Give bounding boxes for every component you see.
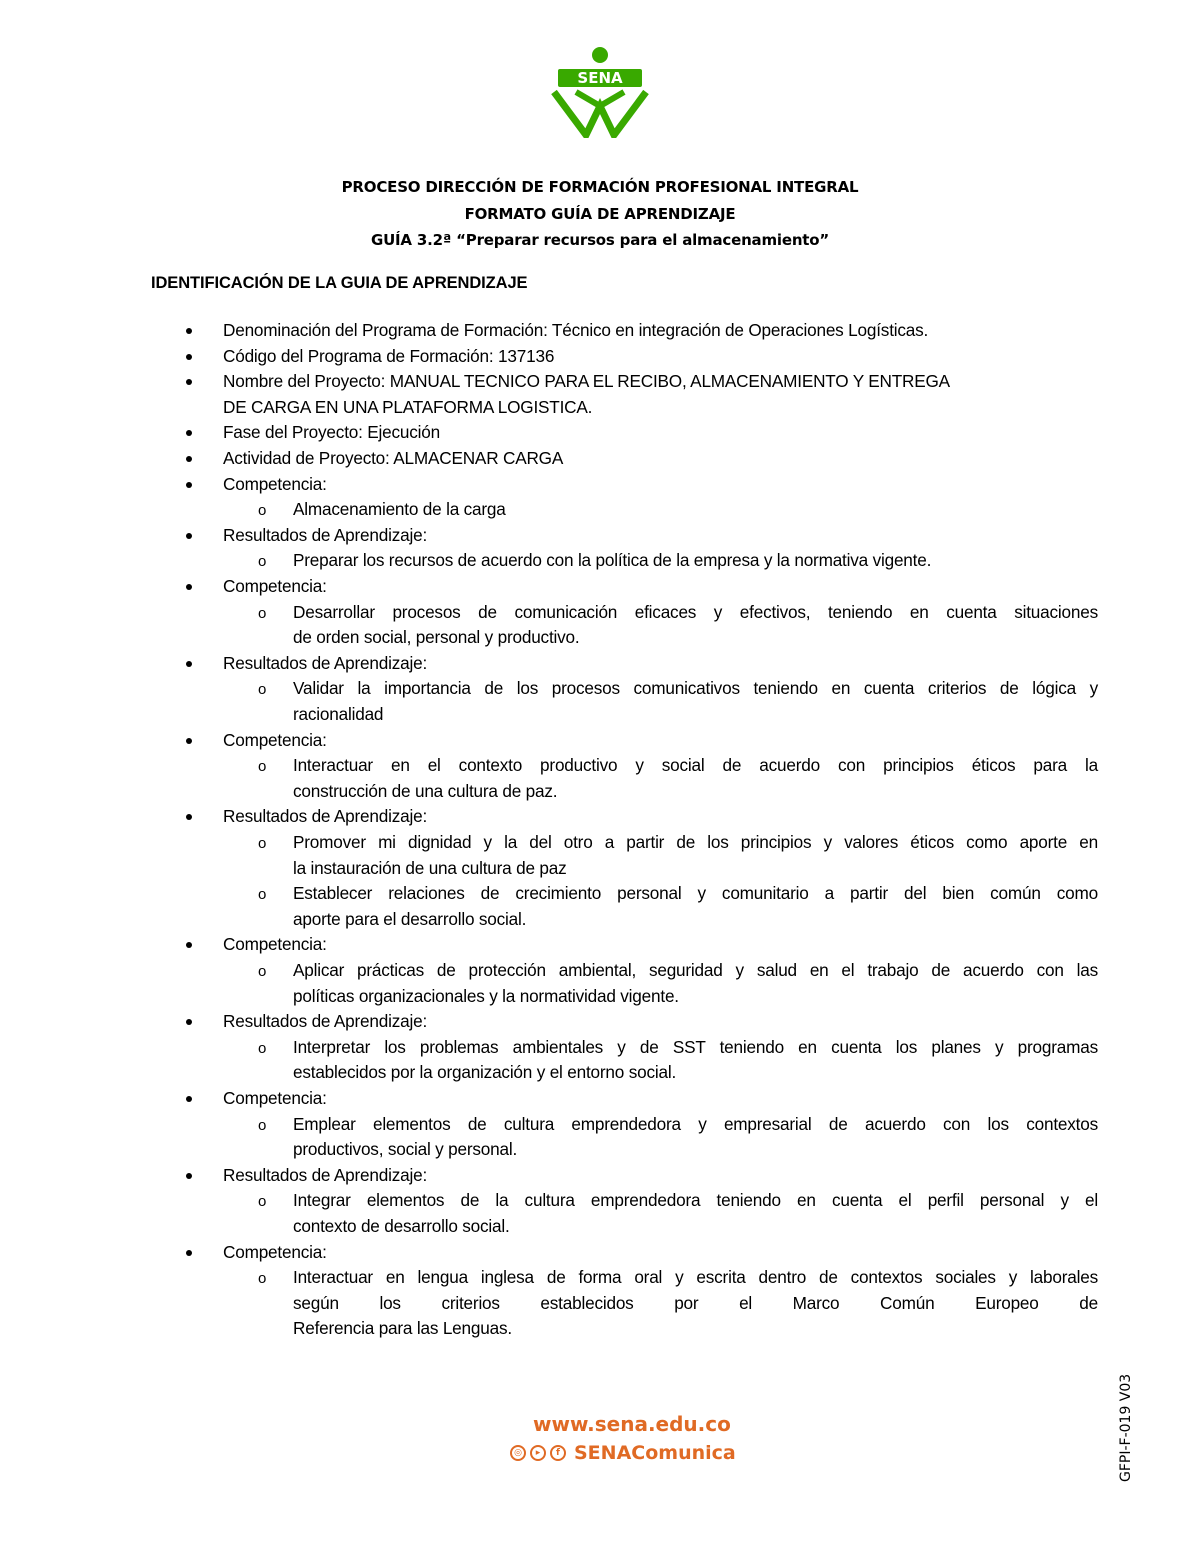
bullet-marker	[186, 584, 192, 590]
bullet-marker	[186, 942, 192, 948]
list-item: Competencia:	[223, 729, 327, 750]
instagram-icon[interactable]: ◎	[510, 1445, 526, 1461]
sub-list-item: Interpretar los problemas ambientales y de SST teniendo en cuenta los planes y programas	[293, 1036, 1098, 1057]
sub-list-item: Validar la importancia de los procesos comunicativos teniendo en cuenta criterios de lógica y	[293, 678, 1098, 699]
sub-bullet-marker: o	[258, 758, 267, 776]
list-item: Nombre del Proyecto: MANUAL TECNICO PARA EL RECIBO, ALMACENAMIENTO Y ENTREGA	[223, 371, 950, 392]
sub-bullet-marker: o	[258, 886, 267, 904]
sub-list-item: Interactuar en lengua inglesa de forma oral y escrita dentro de contextos sociales y laborales	[293, 1267, 1098, 1288]
sena-logo	[550, 46, 650, 138]
sub-list-item: racionalidad	[293, 704, 384, 724]
sub-bullet-marker: o	[258, 553, 267, 571]
sub-bullet-marker: o	[258, 835, 267, 852]
list-item: Competencia:	[223, 1088, 327, 1108]
sub-list-item: Integrar elementos de la cultura emprendedora teniendo en cuenta el perfil personal y el	[293, 1190, 1098, 1211]
sub-list-item: Almacenamiento de la carga	[293, 499, 506, 520]
process-heading: PROCESO DIRECCIÓN DE FORMACIÓN PROFESIONAL INTEGRAL	[341, 178, 859, 196]
bullet-marker	[186, 354, 192, 360]
sub-list-item: Preparar los recursos de acuerdo con la política de la empresa y la normativa vigente.	[293, 550, 932, 571]
sub-bullet-marker: o	[258, 963, 267, 980]
sub-list-item: contexto de desarrollo social.	[293, 1216, 510, 1236]
bullet-marker	[186, 814, 192, 820]
bullet-marker	[186, 661, 192, 667]
list-item: DE CARGA EN UNA PLATAFORMA LOGISTICA.	[223, 396, 593, 417]
format-heading: FORMATO GUÍA DE APRENDIZAJE	[464, 205, 736, 223]
guide-heading: GUÍA 3.2ª “Preparar recursos para el almacenamiento”	[370, 231, 830, 249]
sub-bullet-marker: o	[258, 681, 267, 699]
list-item: Código del Programa de Formación: 137136	[223, 345, 555, 366]
sub-bullet-marker: o	[258, 1116, 267, 1134]
bullet-marker	[186, 1173, 192, 1179]
sub-bullet-marker: o	[258, 604, 267, 622]
list-item: Denominación del Programa de Formación: Técnico en integración de Operaciones Logísticas.	[223, 320, 929, 340]
sub-list-item: Establecer relaciones de crecimiento personal y comunitario a partir del bien común como	[293, 883, 1098, 904]
list-item: Actividad de Proyecto: ALMACENAR CARGA	[223, 448, 564, 468]
list-item: Fase del Proyecto: Ejecución	[223, 422, 440, 443]
section-title: IDENTIFICACIÓN DE LA GUIA DE APRENDIZAJE	[151, 274, 528, 292]
bullet-marker	[186, 379, 192, 385]
bullet-marker	[186, 456, 192, 462]
sub-list-item: políticas organizacionales y la normatividad vigente.	[293, 985, 679, 1006]
list-item: Resultados de Aprendizaje:	[223, 806, 428, 827]
bullet-marker	[186, 738, 192, 744]
youtube-icon[interactable]: ▸	[530, 1445, 546, 1461]
list-item: Competencia:	[223, 473, 327, 494]
sub-list-item: productivos, social y personal.	[293, 1139, 518, 1160]
sub-list-item: construcción de una cultura de paz.	[293, 780, 558, 801]
sub-list-item: establecidos por la organización y el entorno social.	[293, 1062, 677, 1083]
bullet-marker	[186, 533, 192, 539]
sub-list-item: Aplicar prácticas de protección ambiental, seguridad y salud en el trabajo de acuerdo con las	[293, 960, 1098, 980]
sub-bullet-marker: o	[258, 1270, 267, 1288]
sub-list-item: aporte para el desarrollo social.	[293, 908, 527, 929]
sub-list-item: Promover mi dignidad y la del otro a partir de los principios y valores éticos como aporte en	[293, 832, 1098, 852]
footer-social	[510, 1440, 736, 1466]
social-handle: SENAComunica	[574, 1442, 736, 1464]
bullet-marker	[186, 328, 192, 334]
bullet-marker	[186, 482, 192, 488]
list-item: Competencia:	[223, 1241, 327, 1262]
bullet-marker	[186, 1250, 192, 1256]
footer-url[interactable]: www.sena.edu.co	[533, 1412, 731, 1436]
list-item: Resultados de Aprendizaje:	[223, 1164, 428, 1185]
bullet-marker	[186, 1096, 192, 1102]
bullet-marker	[186, 1019, 192, 1025]
sub-list-item: Interactuar en el contexto productivo y social de acuerdo con principios éticos para la	[293, 755, 1098, 776]
form-code: GFPI-F-019 V03	[1118, 1373, 1134, 1482]
logo-text: SENA	[577, 69, 623, 87]
list-item: Resultados de Aprendizaje:	[223, 524, 428, 545]
sub-list-item: de orden social, personal y productivo.	[293, 627, 580, 648]
list-item: Competencia:	[223, 576, 327, 596]
list-item: Competencia:	[223, 934, 327, 955]
sub-list-item: Referencia para las Lenguas.	[293, 1318, 512, 1339]
sub-list-item: Emplear elementos de cultura emprendedora y empresarial de acuerdo con los contextos	[293, 1113, 1098, 1134]
sub-list-item: Desarrollar procesos de comunicación eficaces y efectivos, teniendo en cuenta situaciones	[293, 601, 1098, 622]
sub-bullet-marker: o	[258, 502, 267, 520]
sub-list-item: la instauración de una cultura de paz	[293, 857, 567, 878]
facebook-icon[interactable]: f	[550, 1445, 566, 1461]
list-item: Resultados de Aprendizaje:	[223, 652, 428, 673]
sub-list-item: según los criterios establecidos por el Marco Común Europeo de	[293, 1292, 1098, 1313]
sub-bullet-marker: o	[258, 1039, 267, 1057]
list-item: Resultados de Aprendizaje:	[223, 1011, 428, 1032]
sub-bullet-marker: o	[258, 1193, 267, 1211]
bullet-marker	[186, 430, 192, 436]
